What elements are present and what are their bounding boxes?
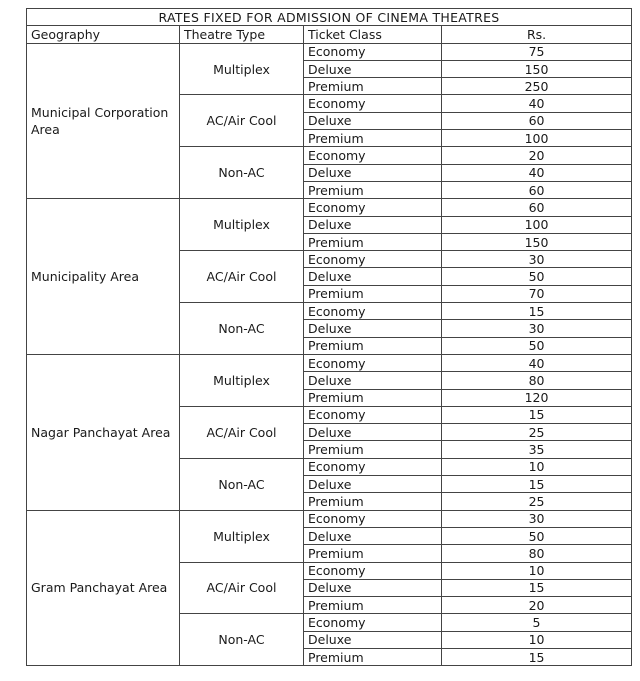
theatre-type-cell: Multiplex xyxy=(180,199,304,251)
rate-cell: 15 xyxy=(442,579,632,596)
rate-cell: 60 xyxy=(442,112,632,129)
geography-cell: Nagar Panchayat Area xyxy=(27,354,180,510)
ticket-class-cell: Economy xyxy=(304,562,442,579)
rate-cell: 20 xyxy=(442,597,632,614)
ticket-class-cell: Economy xyxy=(304,406,442,423)
rate-cell: 250 xyxy=(442,78,632,95)
ticket-class-cell: Deluxe xyxy=(304,164,442,181)
theatre-type-cell: AC/Air Cool xyxy=(180,406,304,458)
rate-cell: 10 xyxy=(442,458,632,475)
ticket-class-cell: Premium xyxy=(304,441,442,458)
title-row xyxy=(27,9,632,26)
ticket-class-cell: Deluxe xyxy=(304,320,442,337)
header-ticket-class: Ticket Class xyxy=(304,26,442,43)
rate-cell: 60 xyxy=(442,181,632,198)
rate-cell: 15 xyxy=(442,648,632,665)
rate-cell: 120 xyxy=(442,389,632,406)
rate-cell: 25 xyxy=(442,424,632,441)
ticket-class-cell: Economy xyxy=(304,614,442,631)
rate-cell: 25 xyxy=(442,493,632,510)
rate-cell: 30 xyxy=(442,251,632,268)
rate-cell: 80 xyxy=(442,372,632,389)
ticket-class-cell: Premium xyxy=(304,285,442,302)
theatre-type-cell: Non-AC xyxy=(180,458,304,510)
geography-cell: Municipal Corporation Area xyxy=(27,43,180,199)
rate-cell: 40 xyxy=(442,95,632,112)
rates-table xyxy=(26,8,632,666)
header-geography: Geography xyxy=(27,26,180,43)
theatre-type-cell: AC/Air Cool xyxy=(180,251,304,303)
rate-cell: 150 xyxy=(442,60,632,77)
ticket-class-cell: Economy xyxy=(304,95,442,112)
ticket-class-cell: Premium xyxy=(304,389,442,406)
ticket-class-cell: Deluxe xyxy=(304,527,442,544)
rate-cell: 50 xyxy=(442,337,632,354)
ticket-class-cell: Economy xyxy=(304,147,442,164)
rate-cell: 100 xyxy=(442,130,632,147)
rate-cell: 50 xyxy=(442,527,632,544)
ticket-class-cell: Premium xyxy=(304,78,442,95)
theatre-type-cell: AC/Air Cool xyxy=(180,95,304,147)
ticket-class-cell: Deluxe xyxy=(304,372,442,389)
table-row xyxy=(27,199,632,216)
ticket-class-cell: Premium xyxy=(304,648,442,665)
geography-cell: Gram Panchayat Area xyxy=(27,510,180,666)
rate-cell: 30 xyxy=(442,510,632,527)
ticket-class-cell: Deluxe xyxy=(304,424,442,441)
table-row xyxy=(27,354,632,371)
ticket-class-cell: Economy xyxy=(304,510,442,527)
ticket-class-cell: Economy xyxy=(304,303,442,320)
table-row xyxy=(27,510,632,527)
rate-cell: 40 xyxy=(442,354,632,371)
rate-cell: 70 xyxy=(442,285,632,302)
rate-cell: 10 xyxy=(442,631,632,648)
rate-cell: 80 xyxy=(442,545,632,562)
ticket-class-cell: Premium xyxy=(304,337,442,354)
ticket-class-cell: Deluxe xyxy=(304,268,442,285)
geography-cell: Municipality Area xyxy=(27,199,180,355)
theatre-type-cell: Multiplex xyxy=(180,43,304,95)
header-theatre-type: Theatre Type xyxy=(180,26,304,43)
rate-cell: 40 xyxy=(442,164,632,181)
theatre-type-cell: Non-AC xyxy=(180,614,304,666)
theatre-type-cell: AC/Air Cool xyxy=(180,562,304,614)
ticket-class-cell: Premium xyxy=(304,181,442,198)
ticket-class-cell: Deluxe xyxy=(304,60,442,77)
theatre-type-cell: Multiplex xyxy=(180,354,304,406)
ticket-class-cell: Economy xyxy=(304,199,442,216)
table-title: RATES FIXED FOR ADMISSION OF CINEMA THEATRES xyxy=(27,9,632,26)
header-row xyxy=(27,26,632,43)
ticket-class-cell: Deluxe xyxy=(304,112,442,129)
ticket-class-cell: Economy xyxy=(304,354,442,371)
rate-cell: 30 xyxy=(442,320,632,337)
rate-cell: 150 xyxy=(442,233,632,250)
rate-cell: 75 xyxy=(442,43,632,60)
rate-cell: 5 xyxy=(442,614,632,631)
ticket-class-cell: Premium xyxy=(304,233,442,250)
rate-cell: 35 xyxy=(442,441,632,458)
rate-cell: 10 xyxy=(442,562,632,579)
ticket-class-cell: Deluxe xyxy=(304,631,442,648)
ticket-class-cell: Economy xyxy=(304,458,442,475)
ticket-class-cell: Premium xyxy=(304,545,442,562)
ticket-class-cell: Premium xyxy=(304,493,442,510)
ticket-class-cell: Economy xyxy=(304,251,442,268)
ticket-class-cell: Deluxe xyxy=(304,579,442,596)
ticket-class-cell: Deluxe xyxy=(304,476,442,493)
ticket-class-cell: Economy xyxy=(304,43,442,60)
rate-cell: 50 xyxy=(442,268,632,285)
theatre-type-cell: Multiplex xyxy=(180,510,304,562)
ticket-class-cell: Premium xyxy=(304,130,442,147)
theatre-type-cell: Non-AC xyxy=(180,147,304,199)
ticket-class-cell: Deluxe xyxy=(304,216,442,233)
rate-cell: 20 xyxy=(442,147,632,164)
theatre-type-cell: Non-AC xyxy=(180,303,304,355)
header-rate: Rs. xyxy=(442,26,632,43)
table-row xyxy=(27,43,632,60)
rate-cell: 60 xyxy=(442,199,632,216)
rates-body xyxy=(27,43,632,666)
rate-cell: 15 xyxy=(442,406,632,423)
ticket-class-cell: Premium xyxy=(304,597,442,614)
rate-cell: 15 xyxy=(442,476,632,493)
rate-cell: 15 xyxy=(442,303,632,320)
rate-cell: 100 xyxy=(442,216,632,233)
